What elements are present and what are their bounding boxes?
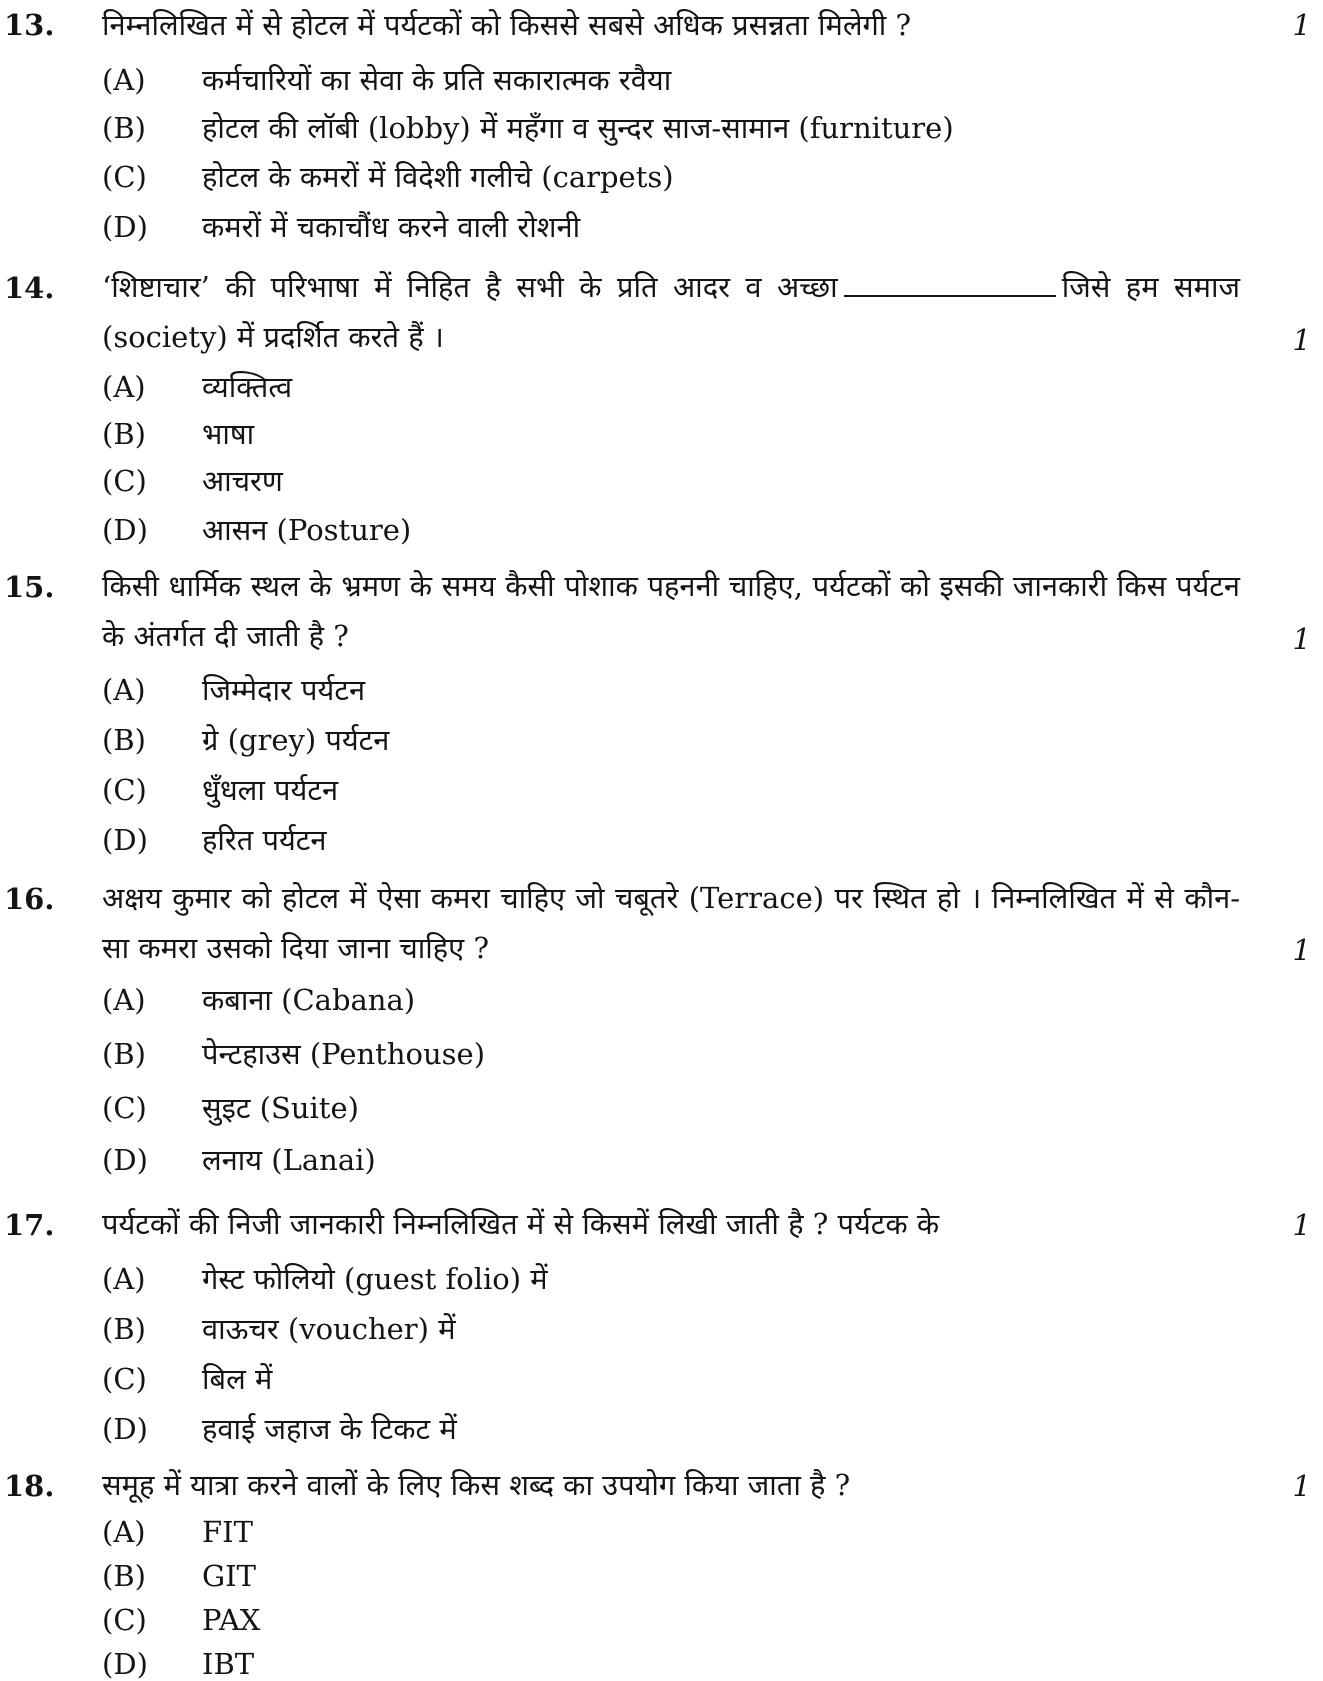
option-label: (B) (102, 1559, 146, 1593)
option-text: होटल की लॉबी (lobby) में महँगा व सुन्दर साज-सामान (furniture) (202, 111, 954, 145)
option-text: गेस्ट फोलियो (guest folio) में (202, 1262, 548, 1296)
question-text: निम्नलिखित में से होटल में पर्यटकों को किससे सबसे अधिक प्रसन्नता मिलेगी ? (102, 8, 912, 42)
option-label: (C) (102, 1603, 147, 1637)
option-a (102, 1259, 548, 1298)
option-text: लनाय (Lanai) (202, 1143, 376, 1177)
option-text: आचरण (202, 464, 283, 498)
option-label: (B) (102, 723, 146, 757)
option-text: IBT (202, 1647, 255, 1681)
option-b (102, 720, 389, 759)
question-text: समूह में यात्रा करने वालों के लिए किस शब्द का उपयोग किया जाता है ? (102, 1468, 851, 1502)
option-label: (D) (102, 1143, 148, 1177)
question-text: किसी धार्मिक स्थल के भ्रमण के समय कैसी पोशाक पहननी चाहिए, पर्यटकों को इसकी जानकारी किस पर्यटन के अंतर्गत दी जाती है ? (102, 569, 1240, 653)
question-number: 14. (4, 271, 55, 305)
option-label: (A) (102, 63, 146, 97)
option-label: (C) (102, 160, 147, 194)
option-text: भाषा (202, 417, 255, 451)
option-label: (B) (102, 1037, 146, 1071)
option-label: (A) (102, 983, 146, 1017)
option-text: FIT (202, 1515, 253, 1549)
option-text: कबाना (Cabana) (202, 983, 416, 1017)
option-text: हरित पर्यटन (202, 823, 327, 857)
question-number: 17. (4, 1208, 55, 1242)
question-marks: 1 (1292, 8, 1311, 42)
option-label: (D) (102, 210, 148, 244)
question-text-after-blank: जिसे हम समाज (society) में प्रदर्शित करते हैं । (102, 270, 1240, 354)
question-number: 13. (4, 8, 55, 42)
option-text: PAX (202, 1603, 261, 1637)
question-text: अक्षय कुमार को होटल में ऐसा कमरा चाहिए जो चबूतरे (Terrace) पर स्थित हो । निम्नलिखित में से कौन-सा कमरा उसको दिया जाना चाहिए ? (102, 881, 1240, 965)
option-text: बिल में (202, 1362, 273, 1396)
option-d (102, 1409, 457, 1448)
question-text-before-blank: ‘शिष्टाचार’ की परिभाषा में निहित है सभी के प्रति आदर व अच्छा (102, 270, 838, 304)
question-number: 16. (4, 882, 55, 916)
option-text: आसन (Posture) (202, 513, 412, 547)
option-b (102, 1559, 256, 1593)
option-c (102, 1359, 272, 1398)
option-c (102, 1088, 359, 1127)
option-label: (D) (102, 823, 148, 857)
option-a (102, 980, 415, 1019)
option-c (102, 770, 338, 809)
option-text: ग्रे (grey) पर्यटन (202, 723, 390, 757)
option-label: (C) (102, 464, 147, 498)
question-marks: 1 (1292, 1208, 1311, 1242)
option-d (102, 207, 580, 246)
option-label: (C) (102, 1091, 147, 1125)
option-label: (B) (102, 111, 146, 145)
option-label: (A) (102, 370, 146, 404)
option-text: व्यक्तित्व (202, 370, 293, 404)
option-c (102, 1603, 260, 1637)
question-marks: 1 (1292, 933, 1311, 967)
option-label: (A) (102, 1262, 146, 1296)
option-b (102, 1309, 456, 1348)
question-marks: 1 (1292, 622, 1311, 656)
question-marks: 1 (1292, 1469, 1311, 1503)
question-number: 15. (4, 570, 55, 604)
option-d (102, 1647, 254, 1681)
option-text: वाऊचर (voucher) में (202, 1312, 456, 1346)
option-a (102, 367, 292, 406)
option-c (102, 461, 283, 500)
option-text: पेन्टहाउस (Penthouse) (202, 1037, 486, 1071)
option-text: कमरों में चकाचौंध करने वाली रोशनी (202, 210, 581, 244)
option-d (102, 820, 327, 859)
option-b (102, 414, 254, 453)
option-label: (C) (102, 1362, 147, 1396)
option-c (102, 157, 674, 196)
option-label: (D) (102, 1412, 148, 1446)
option-d (102, 510, 411, 549)
option-text: धुँधला पर्यटन (202, 773, 339, 807)
question-number: 18. (4, 1469, 55, 1503)
option-b (102, 108, 954, 147)
option-d (102, 1140, 376, 1179)
option-label: (D) (102, 513, 148, 547)
option-b (102, 1034, 485, 1073)
option-label: (B) (102, 1312, 146, 1346)
option-text: सुइट (Suite) (202, 1091, 359, 1125)
option-label: (A) (102, 673, 146, 707)
option-text: होटल के कमरों में विदेशी गलीचे (carpets) (202, 160, 674, 194)
question-text (102, 262, 1240, 362)
option-label: (B) (102, 417, 146, 451)
option-label: (D) (102, 1647, 148, 1681)
option-text: हवाई जहाज के टिकट में (202, 1412, 457, 1446)
option-a (102, 670, 365, 709)
fill-in-blank (844, 273, 1056, 297)
question-text: पर्यटकों की निजी जानकारी निम्नलिखित में से किसमें लिखी जाती है ? पर्यटक के (102, 1207, 940, 1241)
option-label: (A) (102, 1515, 146, 1549)
option-text: जिम्मेदार पर्यटन (202, 673, 366, 707)
question-marks: 1 (1292, 323, 1311, 357)
option-a (102, 1515, 253, 1549)
option-text: GIT (202, 1559, 256, 1593)
option-label: (C) (102, 773, 147, 807)
option-text: कर्मचारियों का सेवा के प्रति सकारात्मक रवैया (202, 63, 672, 97)
option-a (102, 60, 671, 99)
